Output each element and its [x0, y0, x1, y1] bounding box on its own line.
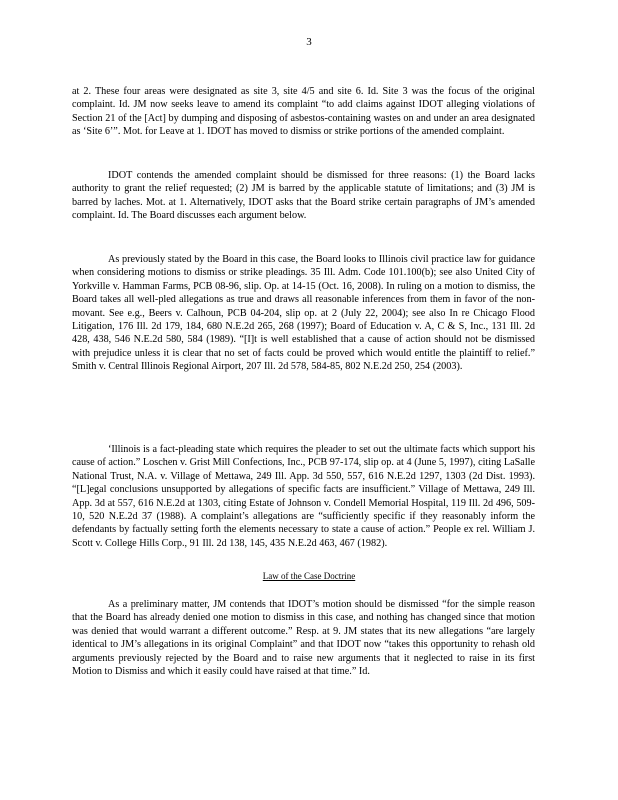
paragraph-text: As a preliminary matter, JM contends that IDOT’s motion should be dismissed “for the simple reason that the Board has already denied one motion to dismiss in this case, and nothing has changed since that motion was denied that would warrant a different outcome.” Resp. at 9. JM states that its new allegations “are largely identical to JM’s allegations in its original Complaint” and that IDOT now “takes this opportunity to rehash old arguments previously rejected by the Board and to raise new arguments that it neglected to raise in its first Motion to Dismiss and which it easily could have raised at that time.” Id. [72, 599, 535, 678]
paragraph-idot-contentions [72, 169, 535, 223]
section-heading [0, 570, 618, 583]
paragraph-motion-standard [72, 253, 535, 374]
paragraph-text: As previously stated by the Board in this case, the Board looks to Illinois civil practice law for guidance when considering motions to dismiss or strike pleadings. 35 Ill. Adm. Code 101.100(b); see also United City of Yorkville v. Hamman Farms, PCB 08-96, slip. Op. at 14-15 (Oct. 16, 2008). In ruling on a motion to dismiss, the Board takes all well-pled allegations as true and draws all reasonable inferences from them in favor of the non-movant. See e.g., Beers v. Calhoun, PCB 04-204, slip op. at 2 (July 22, 2004); see also In re Chicago Flood Litigation, 176 Ill. 2d 179, 184, 680 N.E.2d 265, 268 (1997); Board of Education v. A, C & S, Inc., 131 Ill. 2d 428, 438, 546 N.E.2d 580, 584 (1989). “[I]t is well established that a cause of action should not be dismissed with prejudice unless it is clear that no set of facts could be proved which would entitle the plaintiff to relief.” Smith v. Central Illinois Regional Airport, 207 Ill. 2d 578, 584-85, 802 N.E.2d 250, 254 (2003). [72, 254, 535, 373]
paragraph-text: ‘Illinois is a fact-pleading state which requires the pleader to set out the ultimate facts which support his cause of action.” Loschen v. Grist Mill Confections, Inc., PCB 97-174, slip op. at 4 (June 5, 1997), citing LaSalle National Trust, N.A. v. Village of Mettawa, 249 Ill. App. 3d 550, 557, 616 N.E.2d 1297, 1303 (2d Dist. 1993). “[L]egal conclusions unsupported by allegations of specific facts are insufficient.” Village of Mettawa, 249 Ill. App. 3d at 557, 616 N.E.2d at 1303, citing Estate of Johnson v. Condell Memorial Hospital, 119 Ill. 2d 496, 509-10, 520 N.E.2d 37 (1988). A complaint’s allegations are “sufficiently specific if they reasonably inform the defendants by factually setting forth the elements necessary to state a cause of action.” People ex rel. William J. Scott v. College Hills Corp., 91 Ill. 2d 138, 145, 435 N.E.2d 463, 467 (1982). [72, 444, 535, 549]
paragraph-text: at 2. These four areas were designated as site 3, site 4/5 and site 6. Id. Site 3 was the focus of the original complaint. Id. JM now seeks leave to amend its complaint “to add claims against IDOT alleging violations of Section 21 of the [Act] by dumping and disposing of asbestos-containing wastes on and under an area designated as ‘Site 6’”. Mot. for Leave at 1. IDOT has moved to dismiss or strike portions of the amended complaint. [72, 86, 535, 138]
page-number: 3 [306, 36, 312, 48]
section-heading-text: Law of the Case Doctrine [262, 571, 356, 581]
paragraph-preliminary-matter [72, 598, 535, 678]
paragraph-text: IDOT contends the amended complaint should be dismissed for three reasons: (1) the Board lacks authority to grant the relief requested; (2) JM is barred by the applicable statute of limitations; and (3) JM is barred by laches. Mot. at 1. Alternatively, IDOT asks that the Board strike certain paragraphs of JM’s amended complaint. Id. The Board discusses each argument below. [72, 170, 535, 222]
paragraph-fact-pleading [72, 443, 535, 550]
paragraph-site-designations [72, 85, 535, 139]
